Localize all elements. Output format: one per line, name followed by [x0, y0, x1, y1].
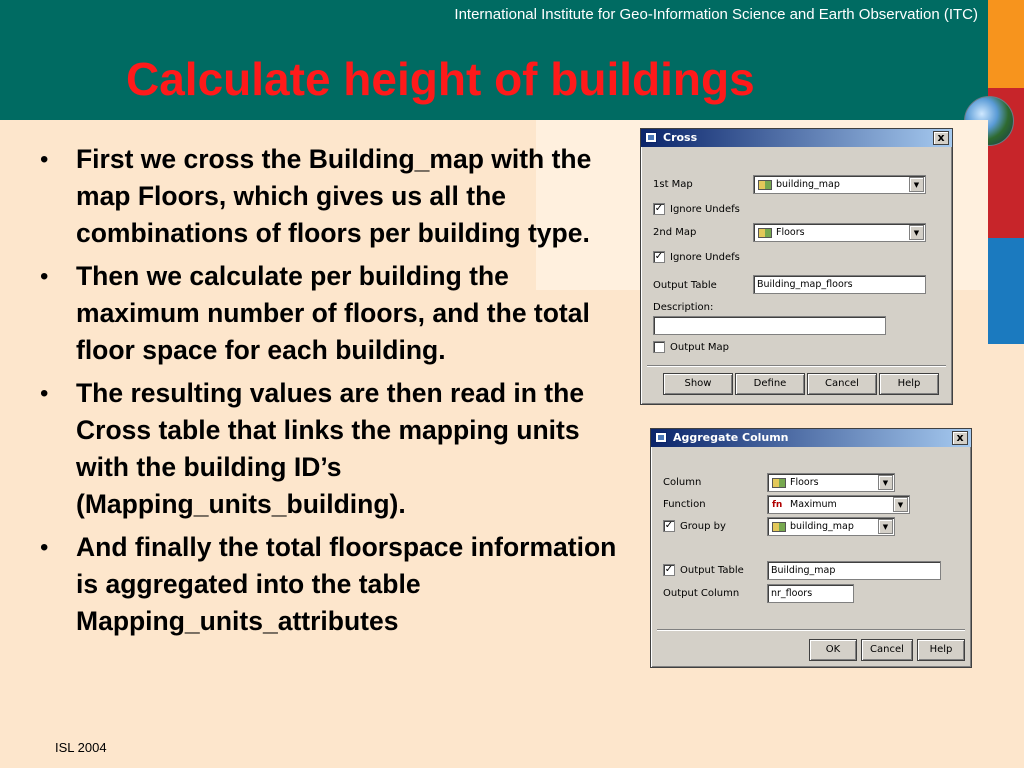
function-label: Function — [663, 499, 706, 510]
column-label: Column — [663, 477, 702, 488]
aggregate-dialog — [650, 428, 972, 668]
bullet-list — [40, 141, 630, 646]
bullet-glyph: • — [40, 380, 49, 407]
cross-dialog-titlebar[interactable] — [641, 129, 952, 147]
output-map-label: Output Map — [670, 341, 730, 353]
close-icon[interactable]: x — [952, 431, 968, 445]
description-label: Description: — [653, 302, 714, 313]
define-button[interactable]: Define — [735, 373, 805, 395]
map-icon — [772, 478, 786, 488]
checkbox-icon[interactable]: ✓ — [654, 203, 664, 214]
cross-dialog — [640, 128, 953, 405]
group-by-label: Group by — [680, 520, 726, 532]
second-map-value: Floors — [776, 227, 805, 238]
function-icon: fn — [772, 500, 783, 510]
footer-text: ISL 2004 — [55, 740, 107, 755]
show-button[interactable]: Show — [663, 373, 733, 395]
dropdown-arrow-icon[interactable]: ▼ — [878, 519, 893, 534]
output-table-input[interactable]: Building_map_floors — [753, 275, 926, 294]
ignore-undefs-2-checkbox[interactable] — [653, 251, 740, 263]
bullet-glyph: • — [40, 263, 49, 290]
bullet-item — [40, 529, 630, 640]
checkbox-icon[interactable] — [653, 341, 665, 353]
bullet-text: And finally the total floorspace information is aggregated into the table Mapping_units_attributes — [76, 532, 617, 636]
bullet-item — [40, 141, 630, 252]
output-column-input[interactable]: nr_floors — [767, 584, 854, 603]
cancel-button[interactable]: Cancel — [807, 373, 877, 395]
window-icon — [645, 132, 657, 143]
group-by-checkbox[interactable] — [663, 520, 726, 532]
first-map-label: 1st Map — [653, 179, 693, 190]
output-table-label: Output Table — [653, 280, 717, 291]
second-map-label: 2nd Map — [653, 227, 697, 238]
column-select[interactable] — [767, 473, 895, 492]
aggregate-dialog-title: Aggregate Column — [673, 431, 789, 444]
bullet-text: Then we calculate per building the maximum number of floors, and the total floor space for each building. — [76, 261, 590, 365]
close-icon[interactable]: x — [933, 131, 949, 145]
institute-name: International Institute for Geo-Information Science and Earth Observation (ITC) — [454, 6, 978, 23]
window-icon — [655, 432, 667, 443]
checkbox-icon[interactable]: ✓ — [654, 251, 664, 262]
accent-stripe-orange — [988, 0, 1024, 88]
dropdown-arrow-icon[interactable]: ▼ — [909, 225, 924, 240]
accent-stripe-blue — [988, 238, 1024, 344]
function-select[interactable] — [767, 495, 910, 514]
bullet-glyph: • — [40, 146, 49, 173]
slide-title: Calculate height of buildings — [126, 53, 755, 105]
output-column-label: Output Column — [663, 588, 740, 599]
first-map-value: building_map — [776, 179, 840, 190]
ignore-undefs-1-checkbox[interactable] — [653, 203, 740, 215]
description-input[interactable] — [653, 316, 886, 335]
output-table-label: Output Table — [680, 564, 744, 576]
aggregate-dialog-titlebar[interactable] — [651, 429, 971, 447]
output-table-checkbox[interactable] — [663, 564, 744, 576]
dropdown-arrow-icon[interactable]: ▼ — [893, 497, 908, 512]
ignore-undefs-2-label: Ignore Undefs — [670, 251, 740, 263]
header-band — [0, 0, 988, 120]
map-icon — [758, 180, 772, 190]
ignore-undefs-1-label: Ignore Undefs — [670, 203, 740, 215]
bullet-text: The resulting values are then read in the Cross table that links the mapping units with the building ID’s (Mapping_units_building). — [76, 378, 585, 519]
help-button[interactable]: Help — [917, 639, 965, 661]
second-map-select[interactable] — [753, 223, 926, 242]
output-map-checkbox[interactable] — [653, 341, 729, 353]
checkbox-icon[interactable]: ✓ — [664, 564, 674, 575]
dropdown-arrow-icon[interactable]: ▼ — [878, 475, 893, 490]
divider — [657, 629, 965, 631]
group-by-select[interactable] — [767, 517, 895, 536]
bullet-item — [40, 258, 630, 369]
first-map-select[interactable] — [753, 175, 926, 194]
bullet-item — [40, 375, 630, 523]
bullet-glyph: • — [40, 534, 49, 561]
map-icon — [772, 522, 786, 532]
ok-button[interactable]: OK — [809, 639, 857, 661]
output-table-input[interactable]: Building_map — [767, 561, 941, 580]
dropdown-arrow-icon[interactable]: ▼ — [909, 177, 924, 192]
cross-dialog-title: Cross — [663, 131, 698, 144]
column-value: Floors — [790, 477, 819, 488]
group-by-value: building_map — [790, 521, 854, 532]
map-icon — [758, 228, 772, 238]
divider — [647, 365, 946, 367]
bullet-text: First we cross the Building_map with the map Floors, which gives us all the combinations of floors per building type. — [76, 144, 592, 248]
function-value: Maximum — [790, 499, 837, 510]
help-button[interactable]: Help — [879, 373, 939, 395]
checkbox-icon[interactable]: ✓ — [664, 520, 674, 531]
cancel-button[interactable]: Cancel — [861, 639, 913, 661]
